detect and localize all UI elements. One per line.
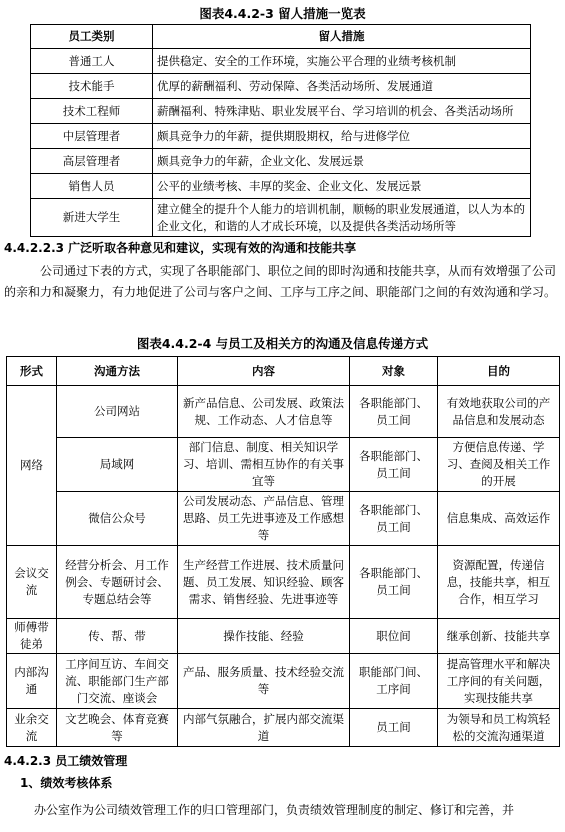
table1-header-measure: 留人措施 — [153, 25, 531, 49]
table2-form-cell: 内部沟通 — [7, 654, 57, 709]
table2-method-cell: 公司网站 — [57, 386, 178, 438]
table2-content-cell: 部门信息、制度、相关知识学习、培训、需相互协作的有关事宜等 — [178, 438, 350, 492]
section-heading: 4.4.2.2.3 广泛听取各种意见和建议，实现有效的沟通和技能共享 — [4, 241, 357, 255]
table-row — [31, 149, 531, 174]
retention-table — [30, 24, 531, 237]
table2-purpose-cell: 资源配置，传递信息，技能共享，相互合作，相互学习 — [438, 546, 560, 619]
table2-form-cell: 网络 — [7, 386, 57, 546]
section-heading: 4.4.2.3 员工绩效管理 — [4, 754, 128, 768]
table2-purpose-cell: 提高管理水平和解决工序间的有关问题，实现技能共享 — [438, 654, 560, 709]
body-paragraph: 办公室作为公司绩效管理工作的归口管理部门，负责绩效管理制度的制定、修订和完善，并 — [34, 803, 515, 817]
table2-purpose-cell: 信息集成、高效运作 — [438, 492, 560, 546]
table2-target-cell: 各职能部门、员工间 — [350, 386, 438, 438]
table1-category-cell: 中层管理者 — [31, 124, 153, 149]
table2-method-cell: 局域网 — [57, 438, 178, 492]
table-row — [31, 199, 531, 237]
table2-method-cell: 工序间互访、车间交流、职能部门生产部门交流、座谈会 — [57, 654, 178, 709]
table-row — [31, 124, 531, 149]
table1-measure-cell: 颇具竞争力的年薪，企业文化、发展远景 — [153, 149, 531, 174]
table2-caption: 图表4.4.2-4 与员工及相关方的沟通及信息传递方式 — [136, 336, 429, 351]
table1-category-cell: 高层管理者 — [31, 149, 153, 174]
table1-measure-cell: 薪酬福利、特殊津贴、职业发展平台、学习培训的机会、各类活动场所 — [153, 99, 531, 124]
table2-content-cell: 操作技能、经验 — [178, 619, 350, 654]
table2-header-form: 形式 — [7, 357, 57, 386]
table2-purpose-cell: 方便信息传递、学习、查阅及相关工作的开展 — [438, 438, 560, 492]
table1-measure-cell: 颇具竞争力的年薪，提供期股期权，给与进修学位 — [153, 124, 531, 149]
table2-purpose-cell: 继承创新、技能共享 — [438, 619, 560, 654]
table2-form-cell: 业余交流 — [7, 709, 57, 747]
table-row — [7, 654, 560, 709]
communication-table — [6, 356, 560, 747]
table2-target-cell: 职能部门间、工序间 — [350, 654, 438, 709]
table2-content-cell: 产品、服务质量、技术经验交流等 — [178, 654, 350, 709]
table2-header-purpose: 目的 — [438, 357, 560, 386]
table-row — [31, 99, 531, 124]
table1-measure-cell: 提供稳定、安全的工作环境，实施公平合理的业绩考核机制 — [153, 49, 531, 74]
table2-purpose-cell: 有效地获取公司的产品信息和发展动态 — [438, 386, 560, 438]
table1-category-cell: 技术能手 — [31, 74, 153, 99]
table2-content-cell: 生产经营工作进展、技术质量问题、员工发展、知识经验、顾客需求、销售经验、先进事迹等 — [178, 546, 350, 619]
table1-category-cell: 新进大学生 — [31, 199, 153, 237]
table2-content-cell: 新产品信息、公司发展、政策法规、工作动态、人才信息等 — [178, 386, 350, 438]
table1-caption: 图表4.4.2-3 留人措施一览表 — [199, 6, 366, 21]
table2-target-cell: 职位间 — [350, 619, 438, 654]
table-row — [31, 74, 531, 99]
table2-header-target: 对象 — [350, 357, 438, 386]
table2-content-cell: 公司发展动态、产品信息、管理思路、员工先进事迹及工作感想等 — [178, 492, 350, 546]
table-row — [7, 492, 560, 546]
table-row — [31, 49, 531, 74]
table1-measure-cell: 建立健全的提升个人能力的培训机制，顺畅的职业发展通道，以人为本的企业文化，和谐的人才成长环境，以及提供各类活动场所等 — [153, 199, 531, 237]
table2-target-cell: 各职能部门、员工间 — [350, 438, 438, 492]
table-row — [7, 619, 560, 654]
table1-header-category: 员工类别 — [31, 25, 153, 49]
table1-category-cell: 技术工程师 — [31, 99, 153, 124]
table2-content-cell: 内部气氛融合，扩展内部交流渠道 — [178, 709, 350, 747]
table-row — [31, 174, 531, 199]
table-row — [7, 546, 560, 619]
body-paragraph: 公司通过下表的方式，实现了各职能部门、职位之间的即时沟通和技能共享，从而有效增强了公司的亲和力和凝聚力，有力地促进了公司与客户之间、工序与工序之间、职能部门之间的有效沟通和学习。 — [4, 264, 557, 299]
table2-method-cell: 微信公众号 — [57, 492, 178, 546]
table1-measure-cell: 公平的业绩考核、丰厚的奖金、企业文化、发展远景 — [153, 174, 531, 199]
table1-measure-cell: 优厚的薪酬福利、劳动保障、各类活动场所、发展通道 — [153, 74, 531, 99]
table-row — [7, 438, 560, 492]
table1-category-cell: 普通工人 — [31, 49, 153, 74]
table2-target-cell: 员工间 — [350, 709, 438, 747]
table1-category-cell: 销售人员 — [31, 174, 153, 199]
table2-form-cell: 师傅带徒弟 — [7, 619, 57, 654]
table2-target-cell: 各职能部门、员工间 — [350, 546, 438, 619]
table1-header-row — [31, 25, 531, 49]
table2-purpose-cell: 为领导和员工构筑轻松的交流沟通渠道 — [438, 709, 560, 747]
table2-target-cell: 各职能部门、员工间 — [350, 492, 438, 546]
table2-form-cell: 会议交流 — [7, 546, 57, 619]
table2-header-content: 内容 — [178, 357, 350, 386]
table2-method-cell: 文艺晚会、体育竞赛等 — [57, 709, 178, 747]
table2-method-cell: 传、帮、带 — [57, 619, 178, 654]
subsection-heading: 1、绩效考核体系 — [20, 776, 113, 790]
table2-header-method: 沟通方法 — [57, 357, 178, 386]
table-row — [7, 709, 560, 747]
table2-header-row — [7, 357, 560, 386]
table2-method-cell: 经营分析会、月工作例会、专题研讨会、专题总结会等 — [57, 546, 178, 619]
table-row — [7, 386, 560, 438]
